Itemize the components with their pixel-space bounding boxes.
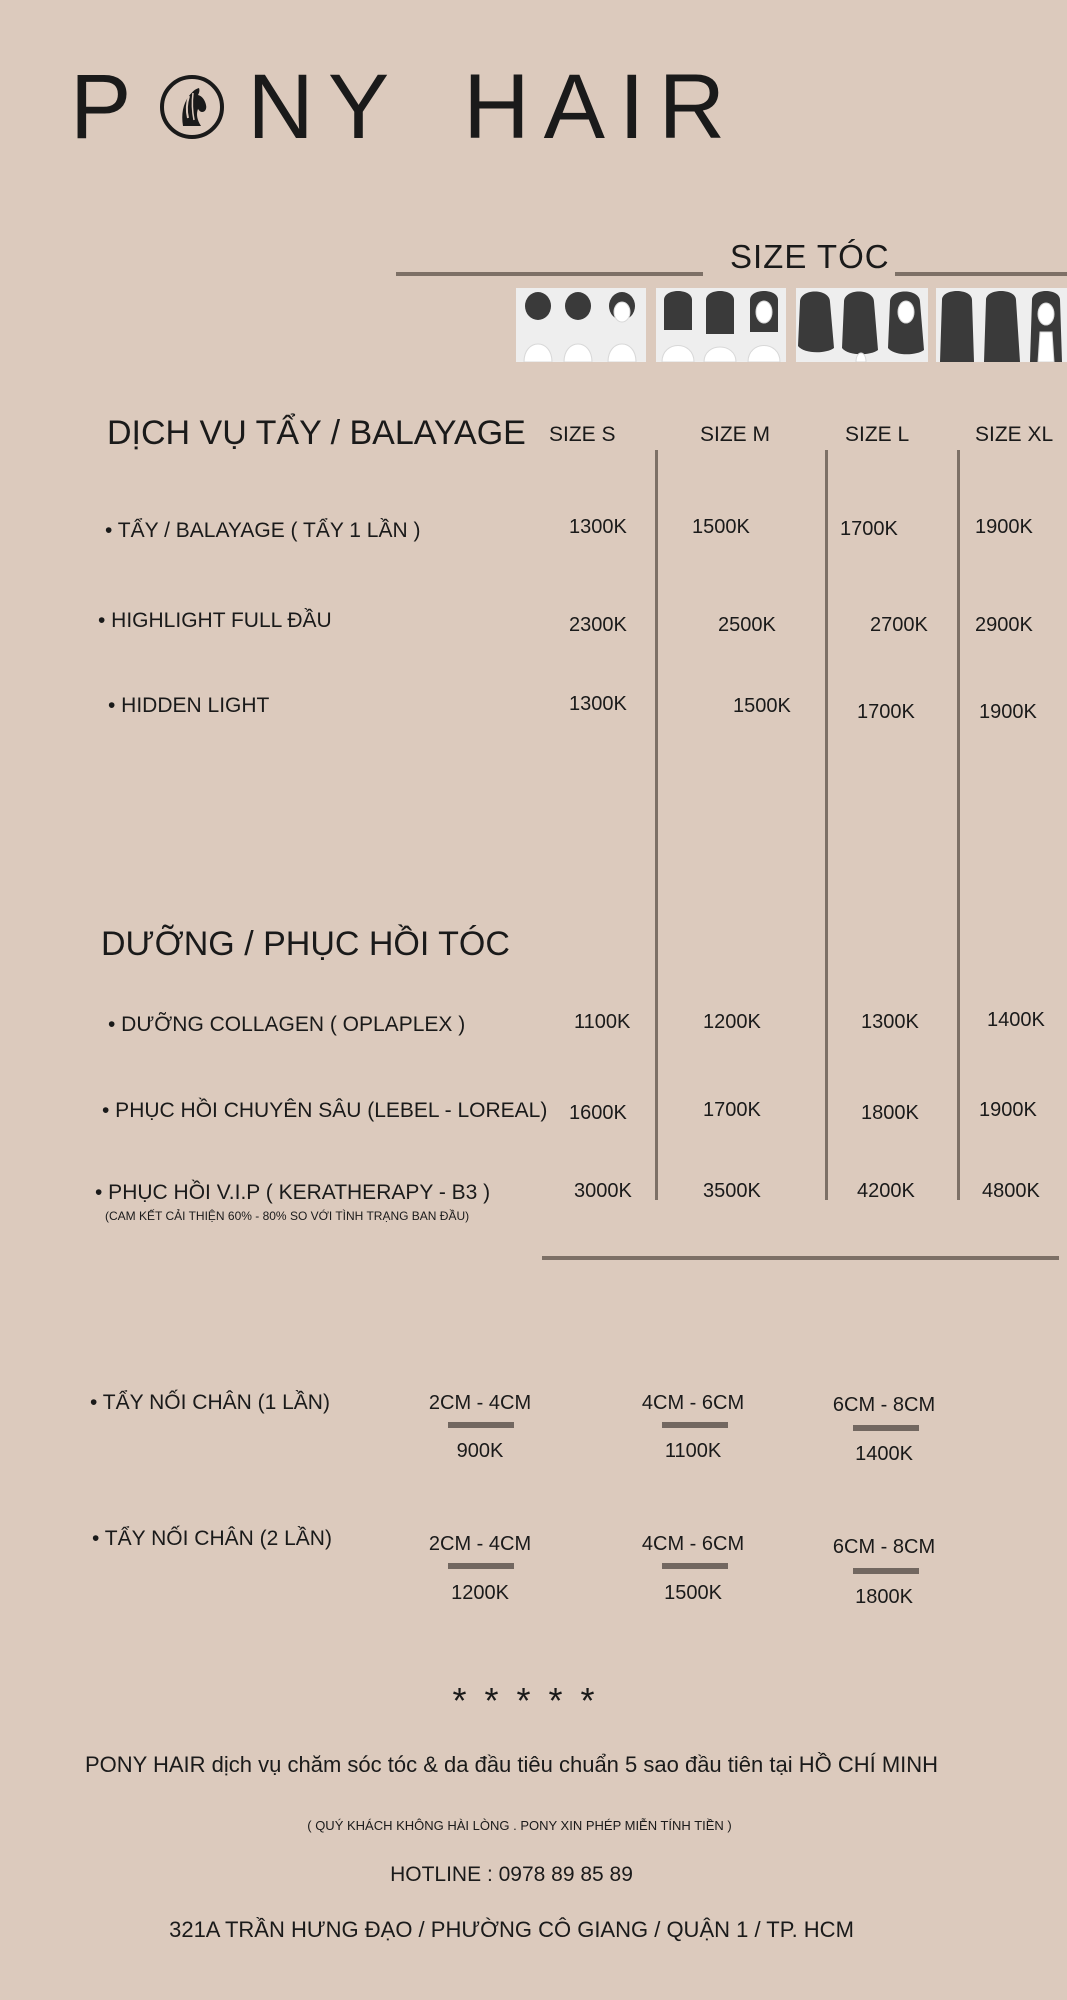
price-size-m: 2500K xyxy=(718,614,776,636)
length-range-bar xyxy=(662,1563,728,1569)
price-size-l: 2700K xyxy=(870,614,928,636)
length-range: 6CM - 8CM xyxy=(832,1536,936,1558)
price-by-length: 1100K xyxy=(664,1440,722,1462)
brand-letter: R xyxy=(658,56,740,158)
column-header-size-xl: SIZE XL xyxy=(975,423,1054,446)
price-by-length: 1500K xyxy=(664,1582,722,1604)
length-range-bar xyxy=(448,1422,514,1428)
price-size-s: 1300K xyxy=(569,693,627,715)
length-range-bar xyxy=(448,1563,514,1569)
service-name: • PHỤC HỒI V.I.P ( KERATHERAPY - B3 ) xyxy=(95,1181,491,1204)
coloring-section-title: DỊCH VỤ TẨY / BALAYAGE xyxy=(107,414,526,452)
rating-stars: * * * * * xyxy=(452,1680,599,1721)
price-size-s: 1100K xyxy=(574,1011,631,1033)
price-size-xl: 1900K xyxy=(979,1099,1037,1121)
price-size-s: 1600K xyxy=(569,1102,627,1124)
price-size-l: 1700K xyxy=(857,701,915,723)
length-range-bar xyxy=(853,1425,919,1431)
column-divider xyxy=(957,450,960,1200)
brand-letter: H xyxy=(463,56,544,158)
price-size-xl: 4800K xyxy=(982,1180,1040,1202)
brand-logo xyxy=(70,56,740,158)
size-header-rule-right xyxy=(895,272,1067,276)
price-size-m: 3500K xyxy=(703,1180,761,1202)
service-name: • HIDDEN LIGHT xyxy=(108,694,270,717)
length-range: 6CM - 8CM xyxy=(832,1394,936,1416)
price-size-m: 1700K xyxy=(703,1099,761,1121)
service-name: • PHỤC HỒI CHUYÊN SÂU (LEBEL - LOREAL) xyxy=(102,1099,548,1122)
footer-guarantee: ( QUÝ KHÁCH KHÔNG HÀI LÒNG . PONY XIN PHÉP MIỄN TÍNH TIỀN ) xyxy=(307,1818,732,1833)
brand-letter: Y xyxy=(327,56,404,158)
length-range: 2CM - 4CM xyxy=(428,1533,532,1555)
price-by-length: 1200K xyxy=(451,1582,509,1604)
price-size-s: 3000K xyxy=(574,1180,632,1202)
service-name: • DƯỠNG COLLAGEN ( OPLAPLEX ) xyxy=(108,1013,466,1036)
price-size-m: 1500K xyxy=(733,695,791,717)
price-size-s: 1300K xyxy=(569,516,627,538)
price-by-length: 1400K xyxy=(855,1443,913,1465)
brand-letter: N xyxy=(247,56,328,158)
column-divider xyxy=(655,450,658,1200)
length-range: 4CM - 6CM xyxy=(641,1533,745,1555)
column-divider xyxy=(825,450,828,1200)
column-header-size-l: SIZE L xyxy=(845,423,910,446)
size-header-title: SIZE TÓC xyxy=(730,238,890,275)
hair-length-silhouette-icon xyxy=(796,288,928,362)
care-section-title: DƯỠNG / PHỤC HỒI TÓC xyxy=(101,925,510,963)
brand-letter: P xyxy=(70,56,146,158)
service-name: • HIGHLIGHT FULL ĐẦU xyxy=(98,609,332,632)
price-size-l: 1700K xyxy=(840,518,898,540)
price-by-length: 1800K xyxy=(855,1586,913,1608)
brand-letter: I xyxy=(619,56,659,158)
hair-length-silhouette-icon xyxy=(516,288,646,362)
service-note: (CAM KẾT CẢI THIỆN 60% - 80% SO VỚI TÌNH TRẠNG BAN ĐẦU) xyxy=(105,1209,470,1223)
price-size-m: 1200K xyxy=(703,1011,761,1033)
price-size-xl: 1400K xyxy=(987,1009,1045,1031)
length-range: 4CM - 6CM xyxy=(641,1392,745,1414)
length-range-bar xyxy=(662,1422,728,1428)
price-by-length: 900K xyxy=(456,1440,504,1462)
price-size-xl: 1900K xyxy=(975,516,1033,538)
service-name: • TẨY / BALAYAGE ( TẨY 1 LẦN ) xyxy=(105,519,421,542)
brand-letter: A xyxy=(543,56,620,158)
hair-length-silhouette-icon xyxy=(936,288,1067,362)
column-header-size-m: SIZE M xyxy=(700,423,771,446)
service-name: • TẨY NỐI CHÂN (1 LẦN) xyxy=(90,1391,330,1414)
price-size-l: 1800K xyxy=(861,1102,919,1124)
price-size-xl: 2900K xyxy=(975,614,1033,636)
service-name: • TẨY NỐI CHÂN (2 LẦN) xyxy=(92,1527,332,1550)
footer-hotline: HOTLINE : 0978 89 85 89 xyxy=(390,1863,633,1886)
price-size-xl: 1900K xyxy=(979,701,1037,723)
size-header-rule-left xyxy=(396,272,703,276)
hair-length-silhouette-icon xyxy=(656,288,786,362)
price-size-l: 4200K xyxy=(857,1180,915,1202)
length-range-bar xyxy=(853,1568,919,1574)
price-size-l: 1300K xyxy=(861,1011,919,1033)
column-header-size-s: SIZE S xyxy=(549,423,616,446)
price-size-s: 2300K xyxy=(569,614,627,636)
horse-head-logo-icon xyxy=(159,74,225,140)
footer-tagline: PONY HAIR dịch vụ chăm sóc tóc & da đầu tiêu chuẩn 5 sao đầu tiên tại HỒ CHÍ MINH xyxy=(84,1752,939,1777)
price-size-m: 1500K xyxy=(692,516,750,538)
section-divider-rule xyxy=(542,1256,1059,1260)
footer-address: 321A TRẦN HƯNG ĐẠO / PHƯỜNG CÔ GIANG / QUẬN 1 / TP. HCM xyxy=(169,1917,854,1942)
length-range: 2CM - 4CM xyxy=(428,1392,532,1414)
